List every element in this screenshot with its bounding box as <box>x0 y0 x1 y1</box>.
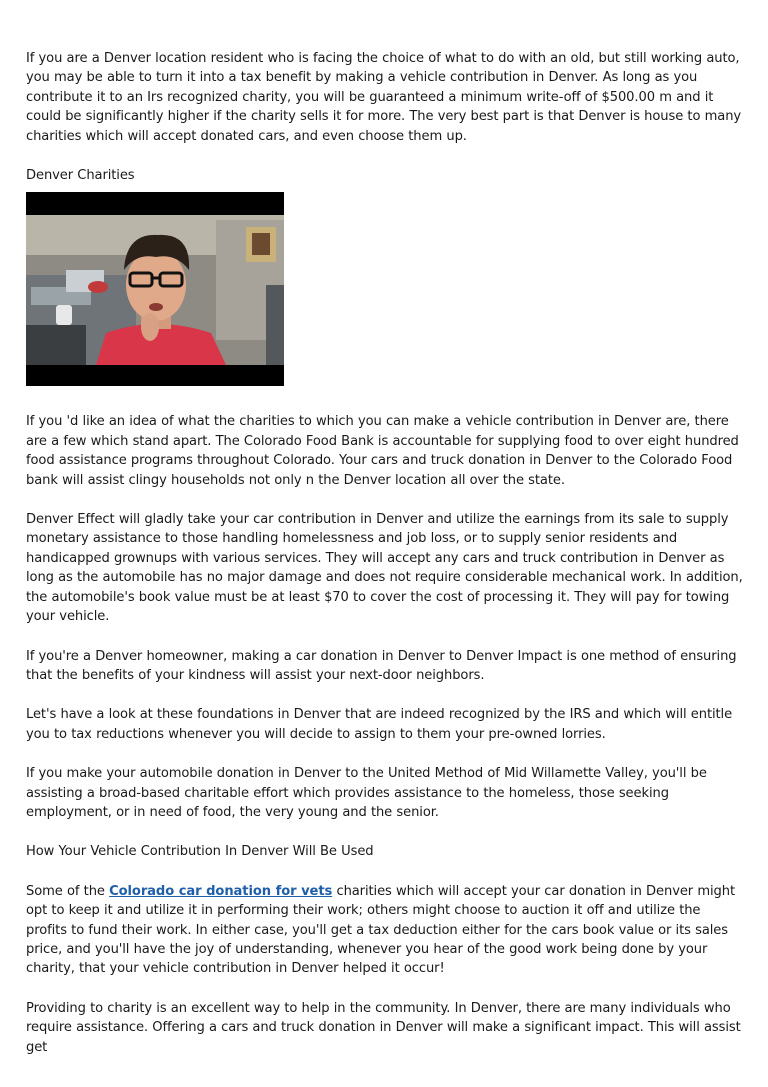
section-heading-how-used: How Your Vehicle Contribution In Denver Will Be Used <box>26 844 374 860</box>
denver-effect-paragraph: Denver Effect will gladly take your car contribution in Denver and utilize the earnings from its sale to supply monetary assistance to those handling homelessness and job loss, or to supply senior residents and handicapped grownups with various services. They will accept any cars and truck contribution in Denver as long as the automobile has no major damage and does not require considerable mechanical work. In addition, the automobile's book value must be at least $70 to cover the cost of processing it. They will pay for towing your vehicle. <box>26 512 743 625</box>
homeowner-paragraph: If you're a Denver homeowner, making a car donation in Denver to Denver Impact is one method of ensuring that the benefits of your kindness will assist your next-door neighbors. <box>26 648 737 683</box>
usage-text-after: charities which will accept your car donation in Denver might opt to keep it and utilize it in performing their work; others might choose to auction it off and utilize the profits to fund their work. In either case, you'll get a tax deduction either for the cars book value or its sales price, and you'll have the joy of understanding, whenever you hear of the good work being done by your charity, that your vehicle contribution in Denver helped it occur! <box>26 883 735 977</box>
food-bank-paragraph: If you 'd like an idea of what the charities to which you can make a vehicle contribution in Denver are, there are a few which stand apart. The Colorado Food Bank is accountable for supplying food to over eight hundred food assistance programs throughout Colorado. Your cars and truck donation in Denver to the Colorado Food bank will assist clingy households not only n the Denver location all over the state. <box>26 414 739 488</box>
intro-paragraph: If you are a Denver location resident who is facing the choice of what to do with an old, but still working auto, you may be able to turn it into a tax benefit by making a vehicle contribution in Denver. As long as you contribute it to an Irs recognized charity, you will be guaranteed a minimum write-off of $500.00 m and it could be significantly higher if the charity sells it for more. The very best part is that Denver is house to many charities which will accept donated cars, and even choose them up. <box>26 51 742 144</box>
section-heading-denver-charities: Denver Charities <box>26 168 135 184</box>
colorado-donation-link[interactable]: Colorado car donation for vets <box>109 883 333 899</box>
usage-paragraph <box>26 882 744 979</box>
video-thumbnail[interactable] <box>26 192 284 386</box>
article-body <box>26 49 744 1057</box>
video-frame-image <box>26 215 284 365</box>
usage-text-before: Some of the <box>26 883 110 899</box>
foundations-paragraph: Let's have a look at these foundations in Denver that are indeed recognized by the IRS and which will entitle you to tax reductions whenever you will decide to assign to them your pre-owned lorries. <box>26 707 733 742</box>
closing-paragraph: Providing to charity is an excellent way to help in the community. In Denver, there are many individuals who require assistance. Offering a cars and truck donation in Denver will make a significant impact. This will assist get <box>26 1000 741 1055</box>
united-method-paragraph: If you make your automobile donation in Denver to the United Method of Mid Willamette Valley, you'll be assisting a broad-based charitable effort which provides assistance to the homeless, those seeking employment, or in need of food, the very young and the senior. <box>26 766 707 820</box>
